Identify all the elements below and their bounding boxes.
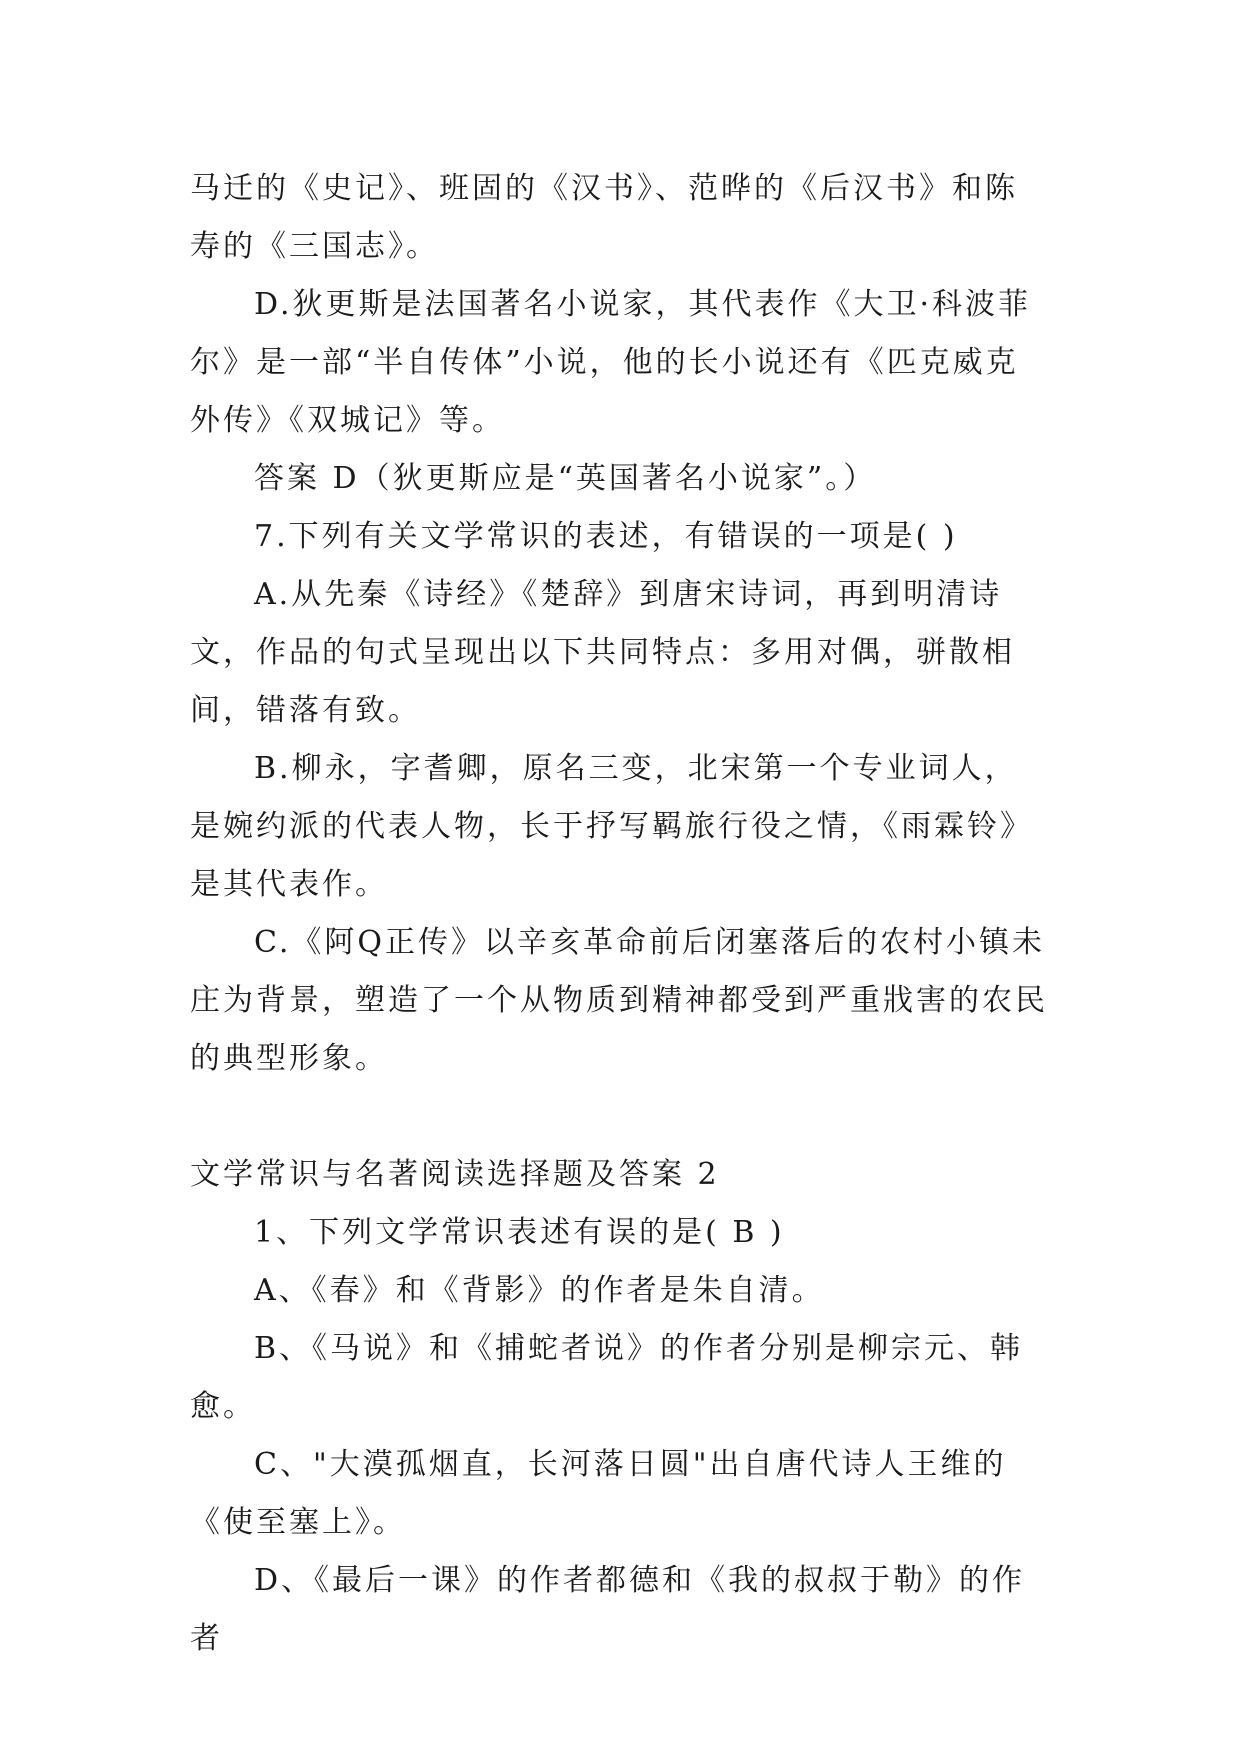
document-body: [190, 160, 1050, 1668]
option-paragraph: C、"大漠孤烟直，长河落日圆"出自唐代诗人王维的《使至塞上》。: [190, 1447, 1007, 1540]
option-paragraph: D、《最后一课》的作者都德和《我的叔叔于勒》的作者: [190, 1563, 1026, 1656]
option-paragraph: A、《春》和《背影》的作者是朱自清。: [254, 1273, 825, 1308]
answer-paragraph: 答案 D（狄更斯应是“英国著名小说家”。）: [254, 461, 877, 496]
paragraph: D.狄更斯是法国著名小说家，其代表作《大卫·科波菲尔》是一部“半自传体”小说，他的长小说还有《匹克威克外传》《双城记》等。: [190, 287, 1032, 438]
option-paragraph: A.从先秦《诗经》《楚辞》到唐宋诗词，再到明清诗文，作品的句式呈现出以下共同特点：多用对偶，骈散相间，错落有致。: [190, 577, 1015, 728]
option-paragraph: C.《阿Q正传》以辛亥革命前后闭塞落后的农村小镇未庄为背景，塑造了一个从物质到精神都受到严重戕害的农民的典型形象。: [190, 925, 1048, 1076]
option-paragraph: B.柳永，字耆卿，原名三变，北宋第一个专业词人，是婉约派的代表人物，长于抒写羁旅行役之情，《雨霖铃》是其代表作。: [190, 751, 1033, 902]
question-paragraph: 7.下列有关文学常识的表述，有错误的一项是( ): [254, 519, 958, 554]
paragraph: 马迁的《史记》、班固的《汉书》、范晔的《后汉书》和陈寿的《三国志》。: [190, 171, 1018, 264]
section-title: 文学常识与名著阅读选择题及答案 2: [190, 1157, 720, 1192]
option-paragraph: B、《马说》和《捕蛇者说》的作者分别是柳宗元、韩愈。: [190, 1331, 1024, 1424]
question-paragraph: 1、下列文学常识表述有误的是( B ): [254, 1215, 785, 1250]
